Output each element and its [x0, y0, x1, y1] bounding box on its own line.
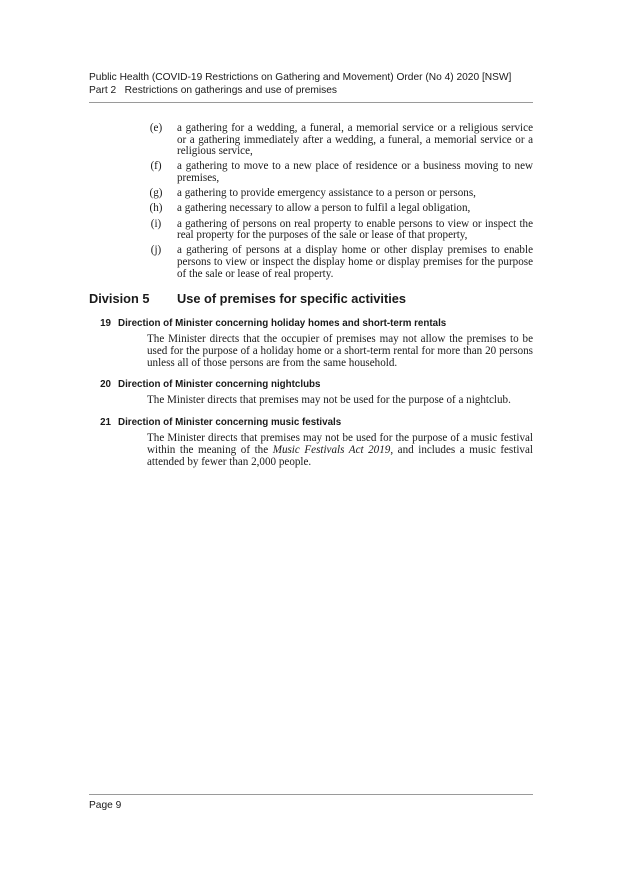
list-item — [140, 161, 533, 184]
list-marker: (j) — [150, 244, 162, 257]
division-number: Division 5 — [89, 291, 150, 306]
body-text: , and includes a music festival attended by fewer than 2,000 people. — [147, 443, 533, 468]
header-title: Public Health (COVID-19 Restrictions on Gathering and Movement) Order (No 4) 2020 [NSW] — [89, 72, 512, 83]
list-marker: (e) — [149, 122, 163, 134]
section-title: Direction of Minister concerning holiday homes and short-term rentals — [118, 318, 447, 329]
section-number: 19 — [100, 318, 111, 329]
list-item — [140, 219, 533, 242]
list-item-text: a gathering to provide emergency assistance to a person or persons, — [177, 187, 476, 200]
paragraph-list — [140, 123, 533, 284]
act-citation: Music Festivals Act 2019 — [272, 443, 391, 456]
list-marker: (f) — [150, 160, 162, 173]
list-marker: (g) — [149, 187, 163, 200]
section-body-21 — [147, 433, 533, 468]
section-body-19: The Minister directs that the occupier of premises may not allow the premises to be used for the purpose of a holiday home or a short-term rental for more than 20 persons unless all of those persons are from the same household. — [147, 333, 533, 369]
body-text: The Minister directs that premises may not be used for the purpose of a music festival within the meaning of the — [147, 432, 533, 456]
list-item — [140, 245, 533, 280]
section-title: Direction of Minister concerning music festivals — [118, 417, 342, 428]
list-item-text: a gathering of persons at a display home or other display premises to enable persons to view or inspect the display home or display premises for the purpose of the sale or lease of real property. — [177, 244, 533, 280]
list-item — [140, 188, 533, 200]
list-item-text: a gathering necessary to allow a person to fulfil a legal obligation, — [177, 202, 471, 215]
list-item-text: a gathering for a wedding, a funeral, a memorial service or a religious service or a gathering immediately after a wedding, a funeral, a memorial service or a religious service, — [177, 122, 533, 158]
section-body-20: The Minister directs that premises may not be used for the purpose of a nightclub. — [147, 394, 511, 406]
list-marker: (h) — [149, 202, 163, 215]
header-part: Part 2 Restrictions on gatherings and use of premises — [89, 84, 338, 96]
list-item — [140, 203, 533, 215]
running-header — [89, 72, 533, 97]
footer-rule — [89, 794, 533, 795]
section-number: 20 — [100, 379, 111, 390]
list-item-text: a gathering to move to a new place of residence or a business moving to new premises, — [177, 160, 533, 184]
list-item-text: a gathering of persons on real property to enable persons to view or inspect the real property for the purposes of the sale or lease of that property, — [177, 217, 533, 242]
header-rule — [89, 102, 533, 103]
section-number: 21 — [100, 417, 111, 428]
list-marker: (i) — [150, 217, 162, 230]
division-title: Use of premises for specific activities — [177, 291, 407, 306]
page-number: Page 9 — [89, 800, 122, 811]
list-item — [140, 123, 533, 158]
section-title: Direction of Minister concerning nightclubs — [118, 379, 321, 390]
